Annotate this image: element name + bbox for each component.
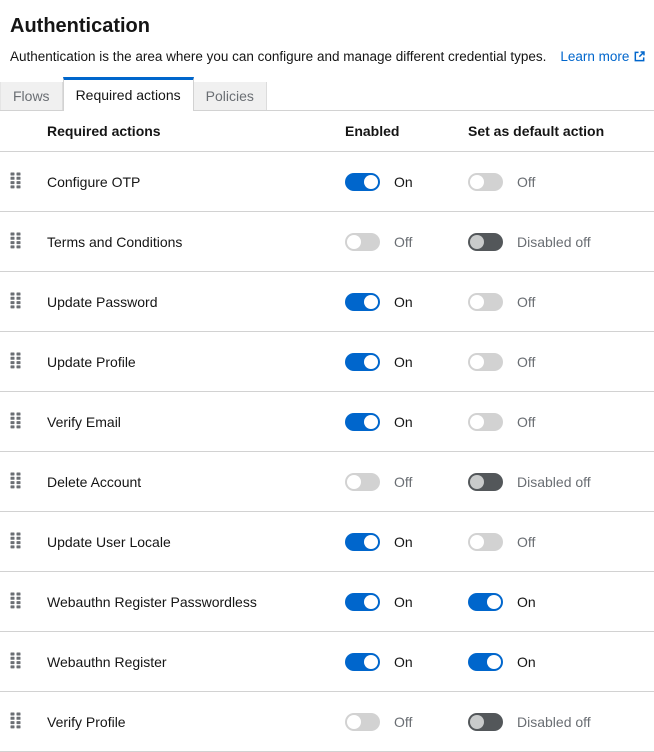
required-actions-table-body	[0, 152, 654, 752]
tab-policies[interactable]	[194, 82, 267, 110]
enabled-toggle-label: Off	[394, 713, 413, 730]
enabled-toggle[interactable]	[345, 233, 380, 251]
required-action-name: Update Password	[47, 293, 158, 310]
tab-bar	[0, 77, 654, 111]
required-action-name: Configure OTP	[47, 173, 141, 190]
table-row	[0, 152, 654, 212]
table-row	[0, 332, 654, 392]
learn-more-label: Learn more	[560, 49, 630, 64]
table-row	[0, 392, 654, 452]
enabled-toggle[interactable]	[345, 713, 380, 731]
grip-vertical-icon	[10, 712, 21, 732]
column-header-enabled: Enabled	[345, 123, 400, 139]
grip-vertical-icon	[10, 232, 21, 252]
required-action-name: Webauthn Register Passwordless	[47, 593, 257, 610]
default-action-toggle-label: Off	[517, 353, 536, 370]
enabled-toggle[interactable]	[345, 353, 380, 371]
external-link-icon	[633, 50, 646, 63]
toggle-knob	[487, 595, 501, 609]
enabled-toggle[interactable]	[345, 653, 380, 671]
default-action-toggle-label: Off	[517, 533, 536, 550]
toggle-knob	[470, 355, 484, 369]
required-action-name: Delete Account	[47, 473, 142, 490]
drag-handle[interactable]	[10, 472, 21, 492]
page-title: Authentication	[10, 15, 150, 37]
grip-vertical-icon	[10, 592, 21, 612]
default-action-toggle[interactable]	[468, 413, 503, 431]
drag-handle[interactable]	[10, 592, 21, 612]
default-action-toggle-label: On	[517, 653, 536, 670]
default-action-toggle-label: Off	[517, 173, 536, 190]
default-action-toggle-label: Off	[517, 293, 536, 310]
toggle-knob	[364, 595, 378, 609]
table-row	[0, 272, 654, 332]
enabled-toggle-label: On	[394, 293, 413, 310]
grip-vertical-icon	[10, 532, 21, 552]
toggle-knob	[470, 415, 484, 429]
default-action-toggle[interactable]	[468, 713, 503, 731]
table-header	[0, 111, 654, 152]
page-header	[0, 0, 654, 64]
required-action-name: Verify Email	[47, 413, 121, 430]
tab-policies-label: Policies	[205, 88, 254, 104]
page-description: Authentication is the area where you can configure and manage different credential types.	[10, 49, 547, 64]
default-action-toggle[interactable]	[468, 473, 503, 491]
table-row	[0, 692, 654, 752]
toggle-knob	[347, 475, 361, 489]
enabled-toggle-label: On	[394, 353, 413, 370]
default-action-toggle-label: Disabled off	[517, 233, 591, 250]
default-action-toggle[interactable]	[468, 173, 503, 191]
enabled-toggle-label: Off	[394, 473, 413, 490]
tab-flows[interactable]	[0, 82, 63, 110]
table-row	[0, 632, 654, 692]
toggle-knob	[470, 175, 484, 189]
grip-vertical-icon	[10, 652, 21, 672]
toggle-knob	[470, 715, 484, 729]
default-action-toggle-label: Disabled off	[517, 473, 591, 490]
grip-vertical-icon	[10, 352, 21, 372]
default-action-toggle[interactable]	[468, 353, 503, 371]
required-action-name: Terms and Conditions	[47, 233, 183, 250]
enabled-toggle-label: On	[394, 173, 413, 190]
table-row	[0, 452, 654, 512]
enabled-toggle[interactable]	[345, 593, 380, 611]
tab-required-actions-label: Required actions	[75, 87, 181, 103]
enabled-toggle-label: On	[394, 413, 413, 430]
default-action-toggle-label: Off	[517, 413, 536, 430]
toggle-knob	[470, 535, 484, 549]
toggle-knob	[364, 175, 378, 189]
toggle-knob	[470, 475, 484, 489]
enabled-toggle[interactable]	[345, 293, 380, 311]
required-action-name: Update Profile	[47, 353, 136, 370]
enabled-toggle[interactable]	[345, 473, 380, 491]
table-row	[0, 512, 654, 572]
grip-vertical-icon	[10, 412, 21, 432]
column-header-set-as-default-action: Set as default action	[468, 123, 605, 139]
required-action-name: Webauthn Register	[47, 653, 167, 670]
toggle-knob	[347, 715, 361, 729]
enabled-toggle[interactable]	[345, 173, 380, 191]
drag-handle[interactable]	[10, 292, 21, 312]
default-action-toggle[interactable]	[468, 533, 503, 551]
learn-more-link[interactable]	[560, 49, 646, 64]
toggle-knob	[347, 235, 361, 249]
default-action-toggle[interactable]	[468, 233, 503, 251]
drag-handle[interactable]	[10, 412, 21, 432]
default-action-toggle[interactable]	[468, 293, 503, 311]
drag-handle[interactable]	[10, 352, 21, 372]
default-action-toggle[interactable]	[468, 653, 503, 671]
enabled-toggle[interactable]	[345, 533, 380, 551]
default-action-toggle-label: On	[517, 593, 536, 610]
toggle-knob	[364, 535, 378, 549]
default-action-toggle-label: Disabled off	[517, 713, 591, 730]
toggle-knob	[364, 415, 378, 429]
grip-vertical-icon	[10, 472, 21, 492]
required-action-name: Verify Profile	[47, 713, 126, 730]
enabled-toggle-label: Off	[394, 233, 413, 250]
tab-flows-label: Flows	[13, 88, 50, 104]
drag-handle[interactable]	[10, 232, 21, 252]
table-row	[0, 212, 654, 272]
table-row	[0, 572, 654, 632]
grip-vertical-icon	[10, 172, 21, 192]
drag-handle[interactable]	[10, 172, 21, 192]
toggle-knob	[487, 655, 501, 669]
enabled-toggle-label: On	[394, 653, 413, 670]
required-action-name: Update User Locale	[47, 533, 171, 550]
drag-handle[interactable]	[10, 652, 21, 672]
default-action-toggle[interactable]	[468, 593, 503, 611]
tab-required-actions[interactable]	[63, 77, 194, 111]
grip-vertical-icon	[10, 292, 21, 312]
column-header-required-actions: Required actions	[47, 123, 161, 139]
toggle-knob	[364, 655, 378, 669]
drag-handle[interactable]	[10, 712, 21, 732]
enabled-toggle[interactable]	[345, 413, 380, 431]
toggle-knob	[470, 295, 484, 309]
toggle-knob	[470, 235, 484, 249]
drag-handle[interactable]	[10, 532, 21, 552]
toggle-knob	[364, 355, 378, 369]
enabled-toggle-label: On	[394, 593, 413, 610]
enabled-toggle-label: On	[394, 533, 413, 550]
toggle-knob	[364, 295, 378, 309]
